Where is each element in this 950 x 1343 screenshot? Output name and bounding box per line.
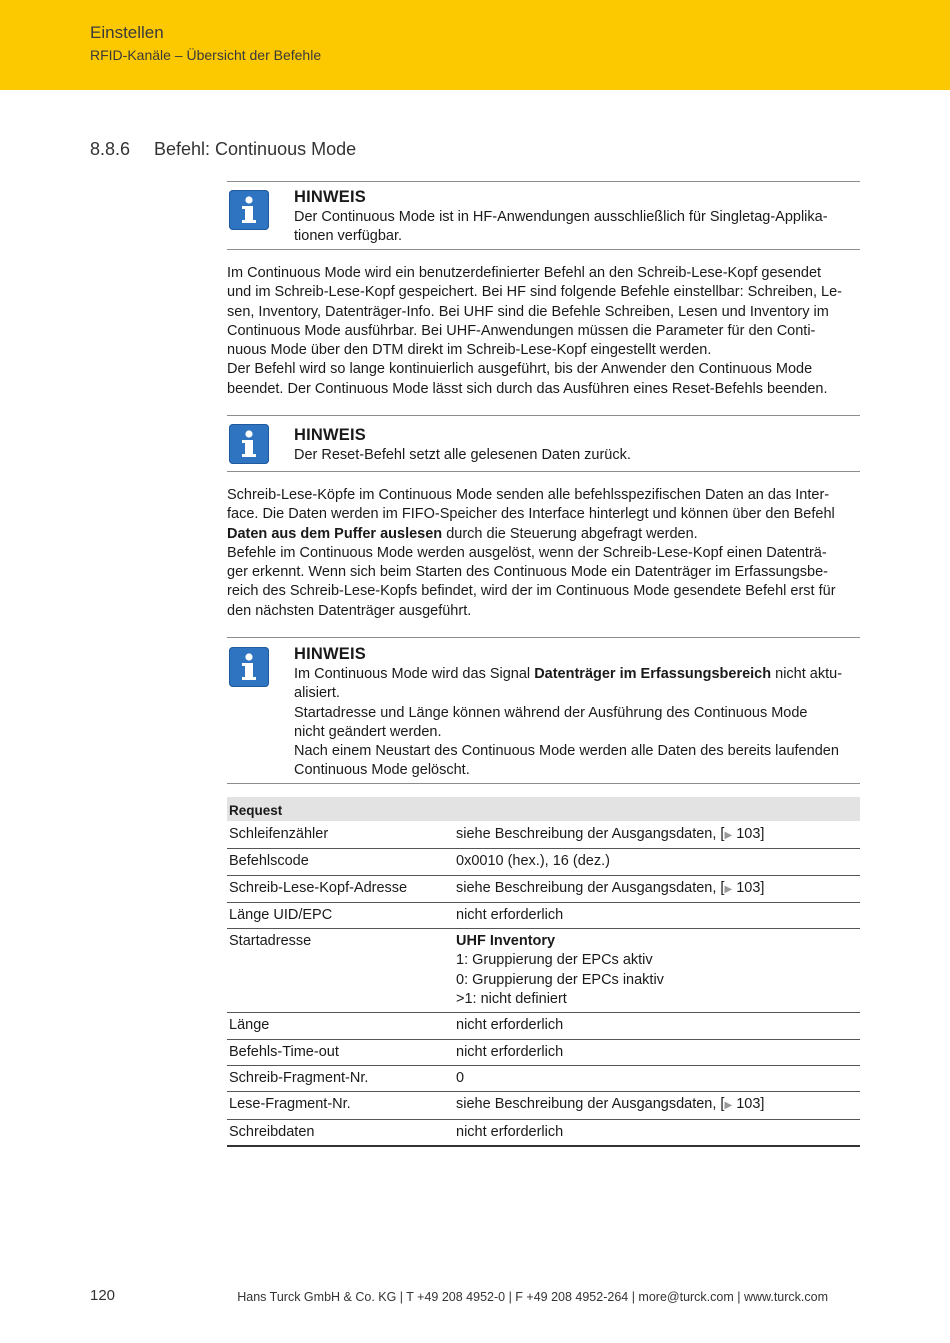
section-number: 8.8.6 bbox=[90, 139, 131, 159]
notice-line: Startadresse und Länge können während der Ausführung des Continuous Mode bbox=[294, 704, 808, 721]
xref-arrow-icon: ▶ bbox=[724, 1100, 733, 1112]
param-value: siehe Beschreibung der Ausgangsdaten, [▶ 103] bbox=[454, 822, 860, 849]
param-value: siehe Beschreibung der Ausgangsdaten, [▶ 103] bbox=[454, 1092, 860, 1119]
notice-text bbox=[294, 446, 859, 465]
table-row bbox=[227, 1065, 860, 1091]
header-band bbox=[0, 0, 950, 90]
page-xref-link[interactable]: 103] bbox=[736, 1096, 765, 1113]
notice-box bbox=[227, 415, 860, 472]
text-line: Schreib-Lese-Köpfe im Continuous Mode senden alle befehlsspezifischen Daten an das Inter- bbox=[227, 487, 830, 503]
table-row bbox=[227, 1119, 860, 1146]
chapter-subtitle: RFID-Kanäle – Übersicht der Befehle bbox=[90, 47, 322, 63]
signal-name: Datenträger im Erfassungsbereich bbox=[534, 666, 772, 682]
param-name: Lese-Fragment-Nr. bbox=[227, 1092, 454, 1119]
param-value: nicht erforderlich bbox=[454, 1013, 860, 1039]
table-row bbox=[227, 1039, 860, 1065]
text-line: beendet. Der Continuous Mode lässt sich durch das Ausführen eines Reset-Befehls beenden. bbox=[227, 380, 828, 397]
page-xref-link[interactable]: 103] bbox=[736, 826, 765, 842]
notice-line: Der Reset-Befehl setzt alle gelesenen Daten zurück. bbox=[294, 447, 631, 463]
param-value: nicht erforderlich bbox=[454, 902, 860, 928]
param-value: nicht erforderlich bbox=[454, 1039, 860, 1065]
param-name: Befehls-Time-out bbox=[227, 1039, 454, 1065]
param-name: Schreib-Fragment-Nr. bbox=[227, 1065, 454, 1091]
text-line: reich des Schreib-Lese-Kopfs befindet, wird der im Continuous Mode gesendete Befehl erst für bbox=[227, 583, 836, 600]
table-row bbox=[227, 902, 860, 928]
notice-line: nicht geändert werden. bbox=[294, 723, 442, 740]
xref-arrow-icon: ▶ bbox=[724, 883, 733, 895]
param-name: Startadresse bbox=[227, 929, 454, 1013]
param-name: Schreib-Lese-Kopf-Adresse bbox=[227, 875, 454, 902]
request-table bbox=[227, 797, 860, 1147]
table-row bbox=[227, 875, 860, 902]
param-name: Schleifenzähler bbox=[227, 822, 454, 849]
notice-line: tionen verfügbar. bbox=[294, 228, 403, 245]
param-name: Befehlscode bbox=[227, 849, 454, 875]
footer-contact: Hans Turck GmbH & Co. KG | T +49 208 4952-0 | F +49 208 4952-264 | more@turck.com | www.turck.com bbox=[237, 1290, 828, 1304]
text-line: Befehle im Continuous Mode werden ausgelöst, wenn der Schreib-Lese-Kopf einen Datenträ- bbox=[227, 544, 827, 561]
page-xref-link[interactable]: 103] bbox=[736, 879, 765, 896]
notice-text bbox=[294, 208, 859, 247]
param-name: Länge bbox=[227, 1013, 454, 1039]
table-row bbox=[227, 849, 860, 875]
text-line: ger erkennt. Wenn sich beim Starten des Continuous Mode ein Datenträger im Erfassungsbe- bbox=[227, 564, 828, 581]
notice-title: HINWEIS bbox=[294, 426, 366, 444]
param-name: Schreibdaten bbox=[227, 1119, 454, 1146]
section-title: Befehl: Continuous Mode bbox=[154, 139, 357, 159]
param-value: UHF Inventory 1: Gruppierung der EPCs aktiv 0: Gruppierung der EPCs inaktiv >1: nicht definiert bbox=[454, 929, 860, 1013]
text-line: Der Befehl wird so lange kontinuierlich ausgeführt, bis der Anwender den Continuous Mode bbox=[227, 361, 813, 378]
table-row bbox=[227, 1092, 860, 1119]
xref-arrow-icon: ▶ bbox=[724, 830, 733, 841]
text-line: und im Schreib-Lese-Kopf gespeichert. Bei HF sind folgende Befehle einstellbar: Schreiben, Le- bbox=[227, 284, 842, 301]
param-name: Länge UID/EPC bbox=[227, 902, 454, 928]
notice-box bbox=[227, 181, 860, 250]
info-icon bbox=[229, 424, 269, 464]
text-line: Continuous Mode ausführbar. Bei UHF-Anwendungen müssen die Parameter für den Conti- bbox=[227, 322, 816, 339]
param-value: nicht erforderlich bbox=[454, 1119, 860, 1146]
text-line: den nächsten Datenträger ausgeführt. bbox=[227, 602, 472, 619]
notice-line: alisiert. bbox=[294, 685, 340, 702]
notice-text bbox=[294, 665, 859, 781]
notice-title: HINWEIS bbox=[294, 645, 366, 663]
text-line: sen, Inventory, Datenträger-Info. Bei UHF sind die Befehle Schreiben, Lesen und Inventory im bbox=[227, 303, 829, 320]
text-line: nuous Mode über den DTM direkt im Schreib-Lese-Kopf eingestellt werden. bbox=[227, 342, 712, 359]
notice-line: Der Continuous Mode ist in HF-Anwendungen ausschließlich für Singletag-Applika- bbox=[294, 209, 828, 225]
text-line: face. Die Daten werden im FIFO-Speicher des Interface hinterlegt und können über den Befehl bbox=[227, 506, 835, 523]
table-header: Request bbox=[227, 797, 860, 822]
info-icon bbox=[229, 647, 269, 687]
param-value: 0x0010 (hex.), 16 (dez.) bbox=[454, 849, 860, 875]
page-number: 120 bbox=[90, 1287, 116, 1304]
body-paragraph-1 bbox=[227, 264, 859, 399]
notice-line: Nach einem Neustart des Continuous Mode werden alle Daten des bereits laufenden bbox=[294, 743, 839, 760]
notice-title: HINWEIS bbox=[294, 188, 366, 206]
text-line: Daten aus dem Puffer auslesen durch die Steuerung abgefragt werden. bbox=[227, 525, 698, 542]
chapter-title: Einstellen bbox=[90, 23, 164, 42]
section-heading bbox=[90, 139, 356, 160]
body-paragraph-2 bbox=[227, 486, 859, 621]
param-value: 0 bbox=[454, 1065, 860, 1091]
table-row bbox=[227, 929, 860, 1013]
command-reference: Daten aus dem Puffer auslesen bbox=[227, 525, 443, 542]
text-line: Im Continuous Mode wird ein benutzerdefinierter Befehl an den Schreib-Lese-Kopf gesendet bbox=[227, 265, 822, 281]
notice-line: Im Continuous Mode wird das Signal Datenträger im Erfassungsbereich nicht aktu- bbox=[294, 666, 843, 682]
table-row bbox=[227, 1013, 860, 1039]
param-value: siehe Beschreibung der Ausgangsdaten, [▶ 103] bbox=[454, 875, 860, 902]
notice-line: Continuous Mode gelöscht. bbox=[294, 762, 470, 779]
info-icon bbox=[229, 190, 269, 230]
notice-box bbox=[227, 637, 860, 784]
table-row bbox=[227, 822, 860, 849]
